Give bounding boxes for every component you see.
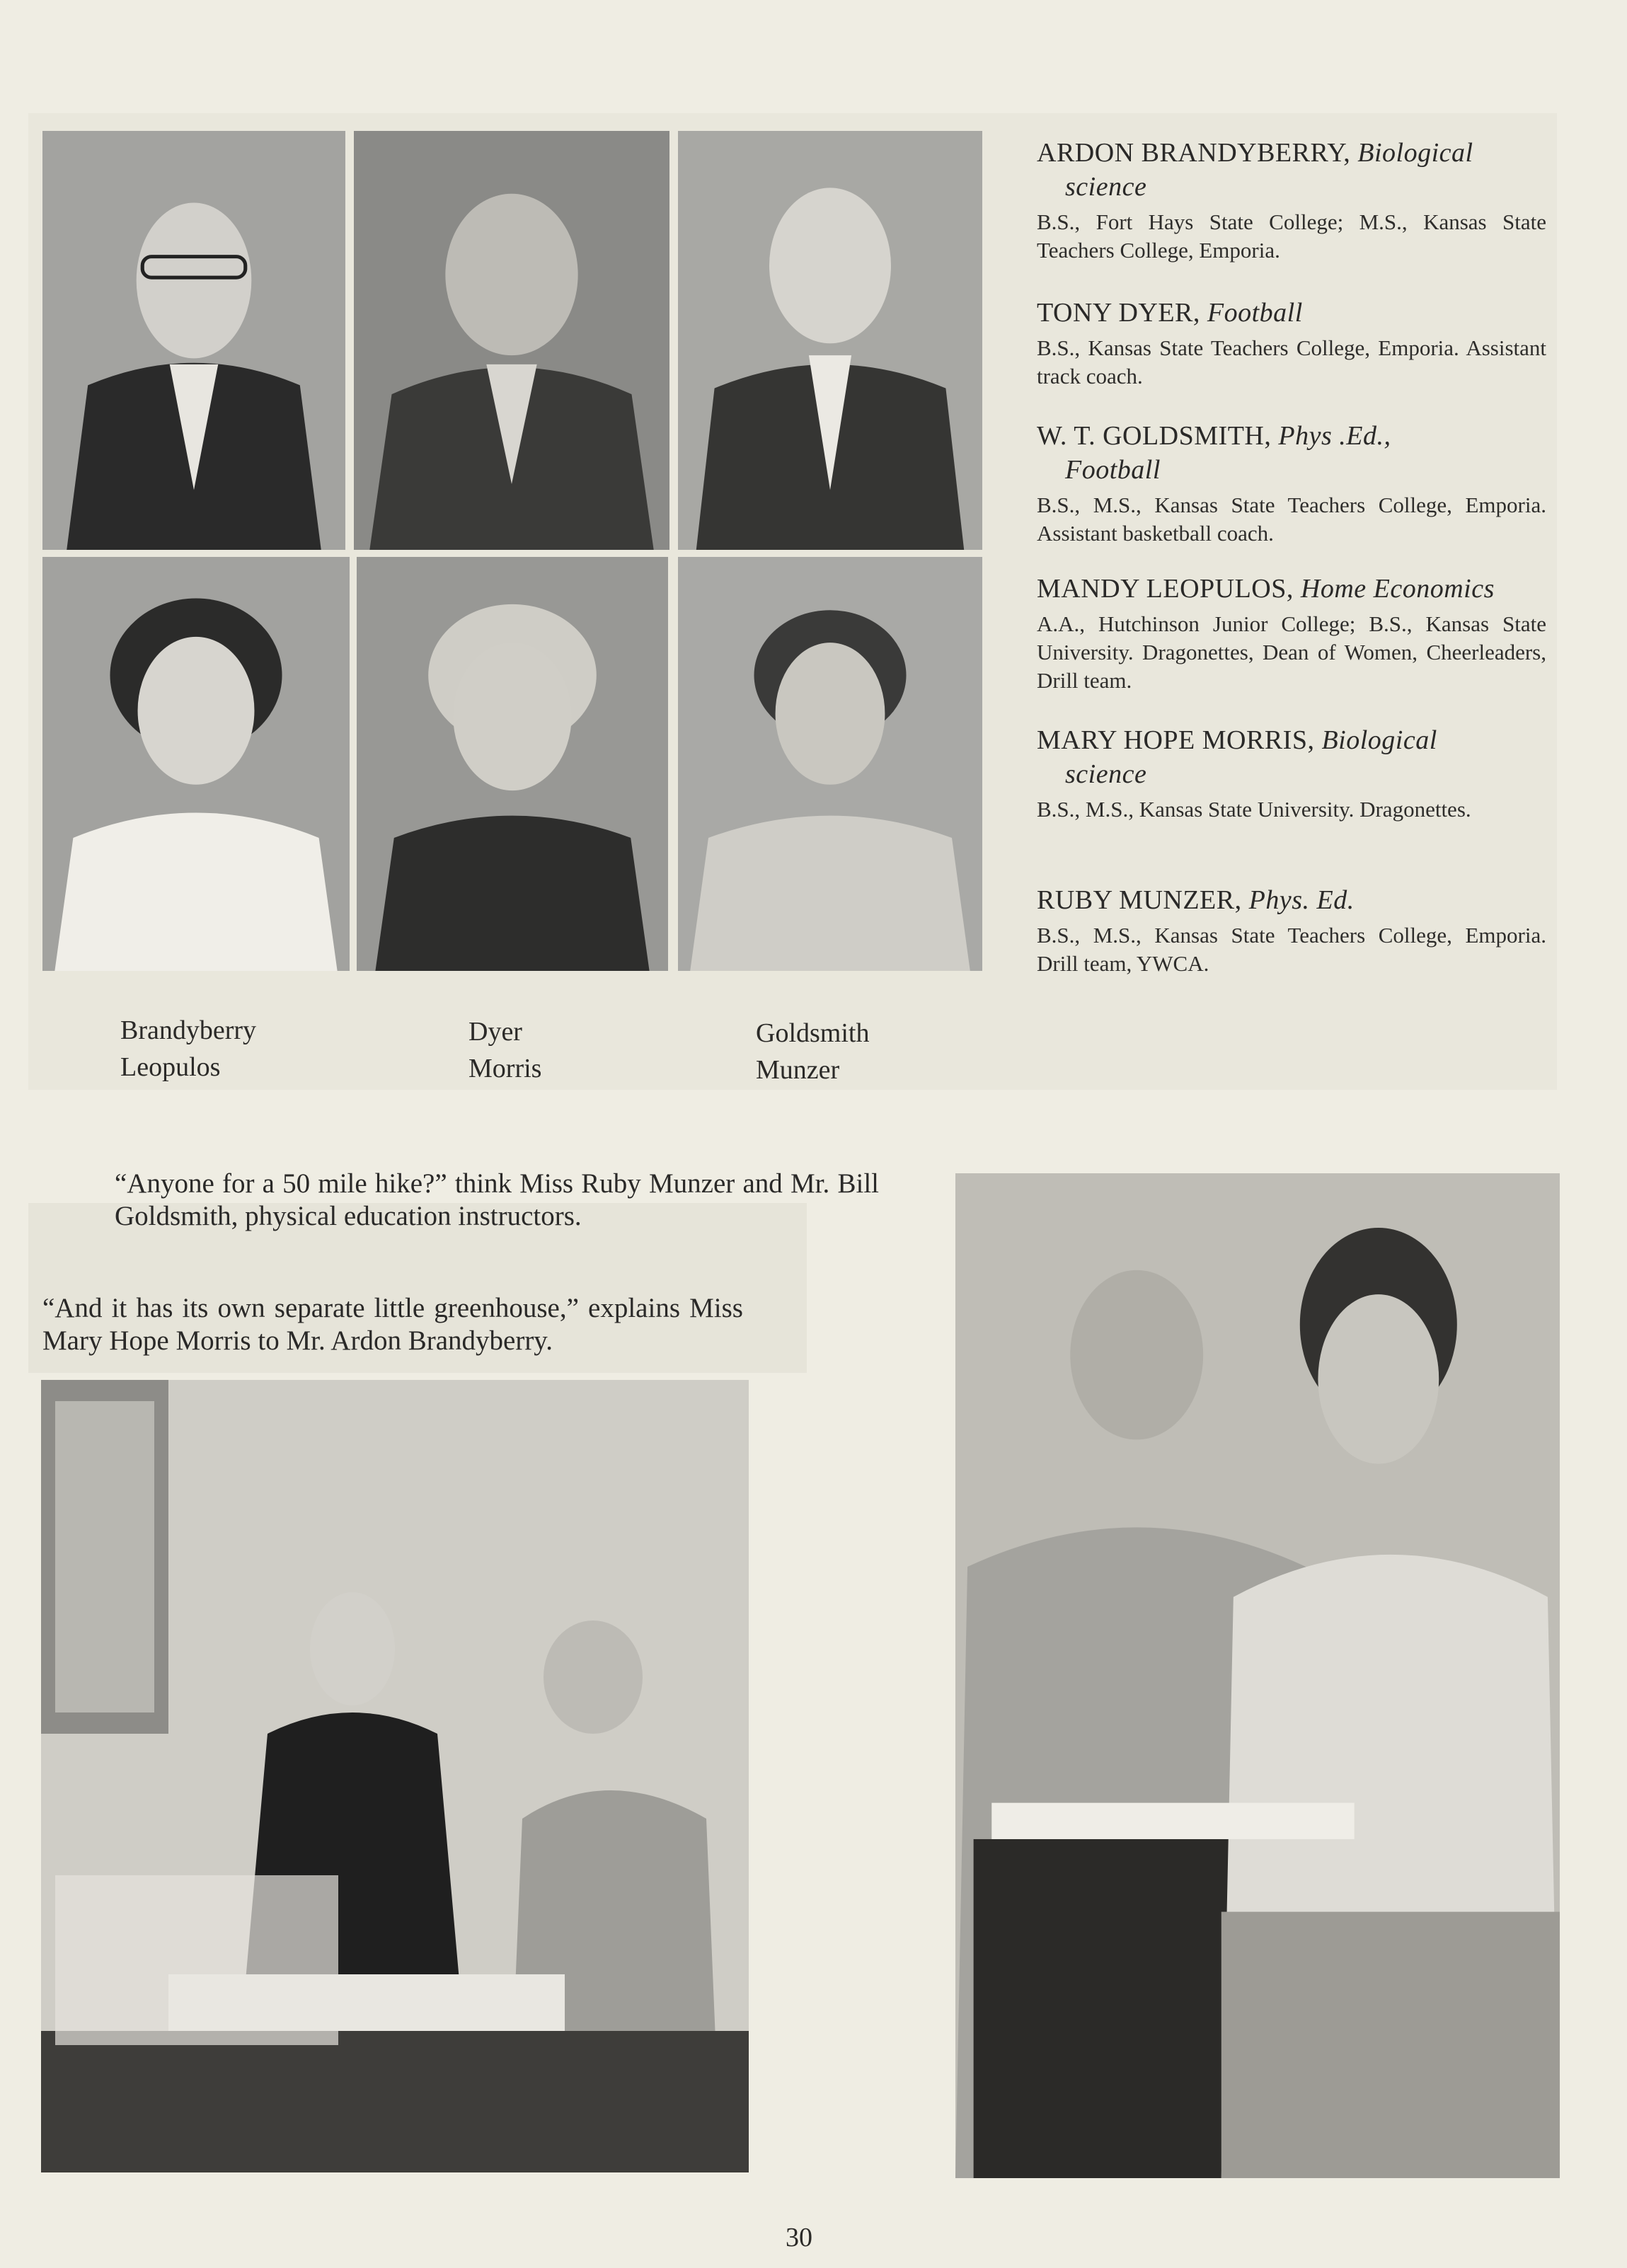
faculty-details: B.S., Fort Hays State College; M.S., Kansas State Teachers College, Emporia. (1037, 209, 1546, 263)
portrait-brandyberry (42, 131, 345, 550)
faculty-entry-munzer (1037, 883, 1546, 978)
faculty-name-line: RUBY MUNZER, Phys. Ed. (1037, 885, 1355, 915)
faculty-details: B.S., M.S., Kansas State University. Dragonettes. (1037, 797, 1471, 822)
photo-hike (955, 1173, 1560, 2178)
faculty-name: RUBY MUNZER (1037, 885, 1235, 915)
portrait-key-column-1 (120, 1012, 256, 1086)
page-number: 30 (786, 2223, 812, 2252)
faculty-name: ARDON BRANDYBERRY (1037, 138, 1344, 168)
portrait-munzer (678, 557, 982, 971)
faculty-name-line: W. T. GOLDSMITH, Phys .Ed., Football (1037, 419, 1546, 487)
faculty-name-line: MANDY LEOPULOS, Home Economics (1037, 574, 1495, 604)
faculty-details: A.A., Hutchinson Junior College; B.S., Kansas State University. Dragonettes, Dean of Women, Cheerleaders, Drill team. (1037, 611, 1546, 693)
portrait-dyer (354, 131, 669, 550)
faculty-department-cont: science (1065, 172, 1147, 202)
faculty-department: Football (1207, 298, 1303, 328)
faculty-name-line: TONY DYER, Football (1037, 298, 1303, 328)
faculty-entry-brandyberry (1037, 136, 1546, 265)
faculty-department-cont: science (1065, 759, 1147, 789)
faculty-department: Home Economics (1300, 574, 1495, 604)
portrait-key-column-3 (756, 1015, 869, 1088)
faculty-department: Phys .Ed., (1278, 421, 1391, 451)
portrait-key-name: Goldsmith (756, 1018, 870, 1048)
faculty-department: Phys. Ed. (1248, 885, 1355, 915)
faculty-name-line: MARY HOPE MORRIS, Biological science (1037, 723, 1546, 791)
faculty-entry-dyer (1037, 296, 1546, 391)
portrait-key-column-2 (468, 1013, 541, 1087)
faculty-entry-morris (1037, 723, 1546, 824)
faculty-entry-leopulos (1037, 572, 1546, 695)
faculty-name: W. T. GOLDSMITH (1037, 421, 1265, 451)
faculty-department-cont: Football (1065, 455, 1161, 485)
portrait-key-name: Morris (468, 1054, 542, 1083)
faculty-department: Biological (1357, 138, 1473, 168)
photo-greenhouse (41, 1380, 749, 2172)
faculty-department: Biological (1321, 725, 1437, 755)
faculty-name: MARY HOPE MORRIS (1037, 725, 1308, 755)
faculty-details: B.S., M.S., Kansas State Teachers College, Emporia. Assistant basketball coach. (1037, 493, 1546, 546)
faculty-details: B.S., Kansas State Teachers College, Emporia. Assistant track coach. (1037, 335, 1546, 388)
portrait-key-name: Leopulos (120, 1052, 221, 1082)
faculty-name-line: ARDON BRANDYBERRY, Biological science (1037, 136, 1546, 204)
caption-hike: “Anyone for a 50 mile hike?” think Miss Ruby Munzer and Mr. Bill Goldsmith, physical education instructors. (115, 1168, 879, 1231)
portrait-leopulos (42, 557, 350, 971)
caption-greenhouse: “And it has its own separate little greenhouse,” explains Miss Mary Hope Morris to Mr. Ardon Brandyberry. (42, 1293, 743, 1356)
faculty-name: TONY DYER (1037, 298, 1193, 328)
portrait-key-name: Munzer (756, 1055, 840, 1085)
portrait-goldsmith (678, 131, 982, 550)
faculty-entry-goldsmith (1037, 419, 1546, 548)
faculty-name: MANDY LEOPULOS (1037, 574, 1287, 604)
portrait-key-name: Brandyberry (120, 1015, 257, 1045)
portrait-morris (357, 557, 668, 971)
faculty-details: B.S., M.S., Kansas State Teachers College, Emporia. Drill team, YWCA. (1037, 923, 1546, 976)
portrait-key-name: Dyer (468, 1017, 522, 1047)
